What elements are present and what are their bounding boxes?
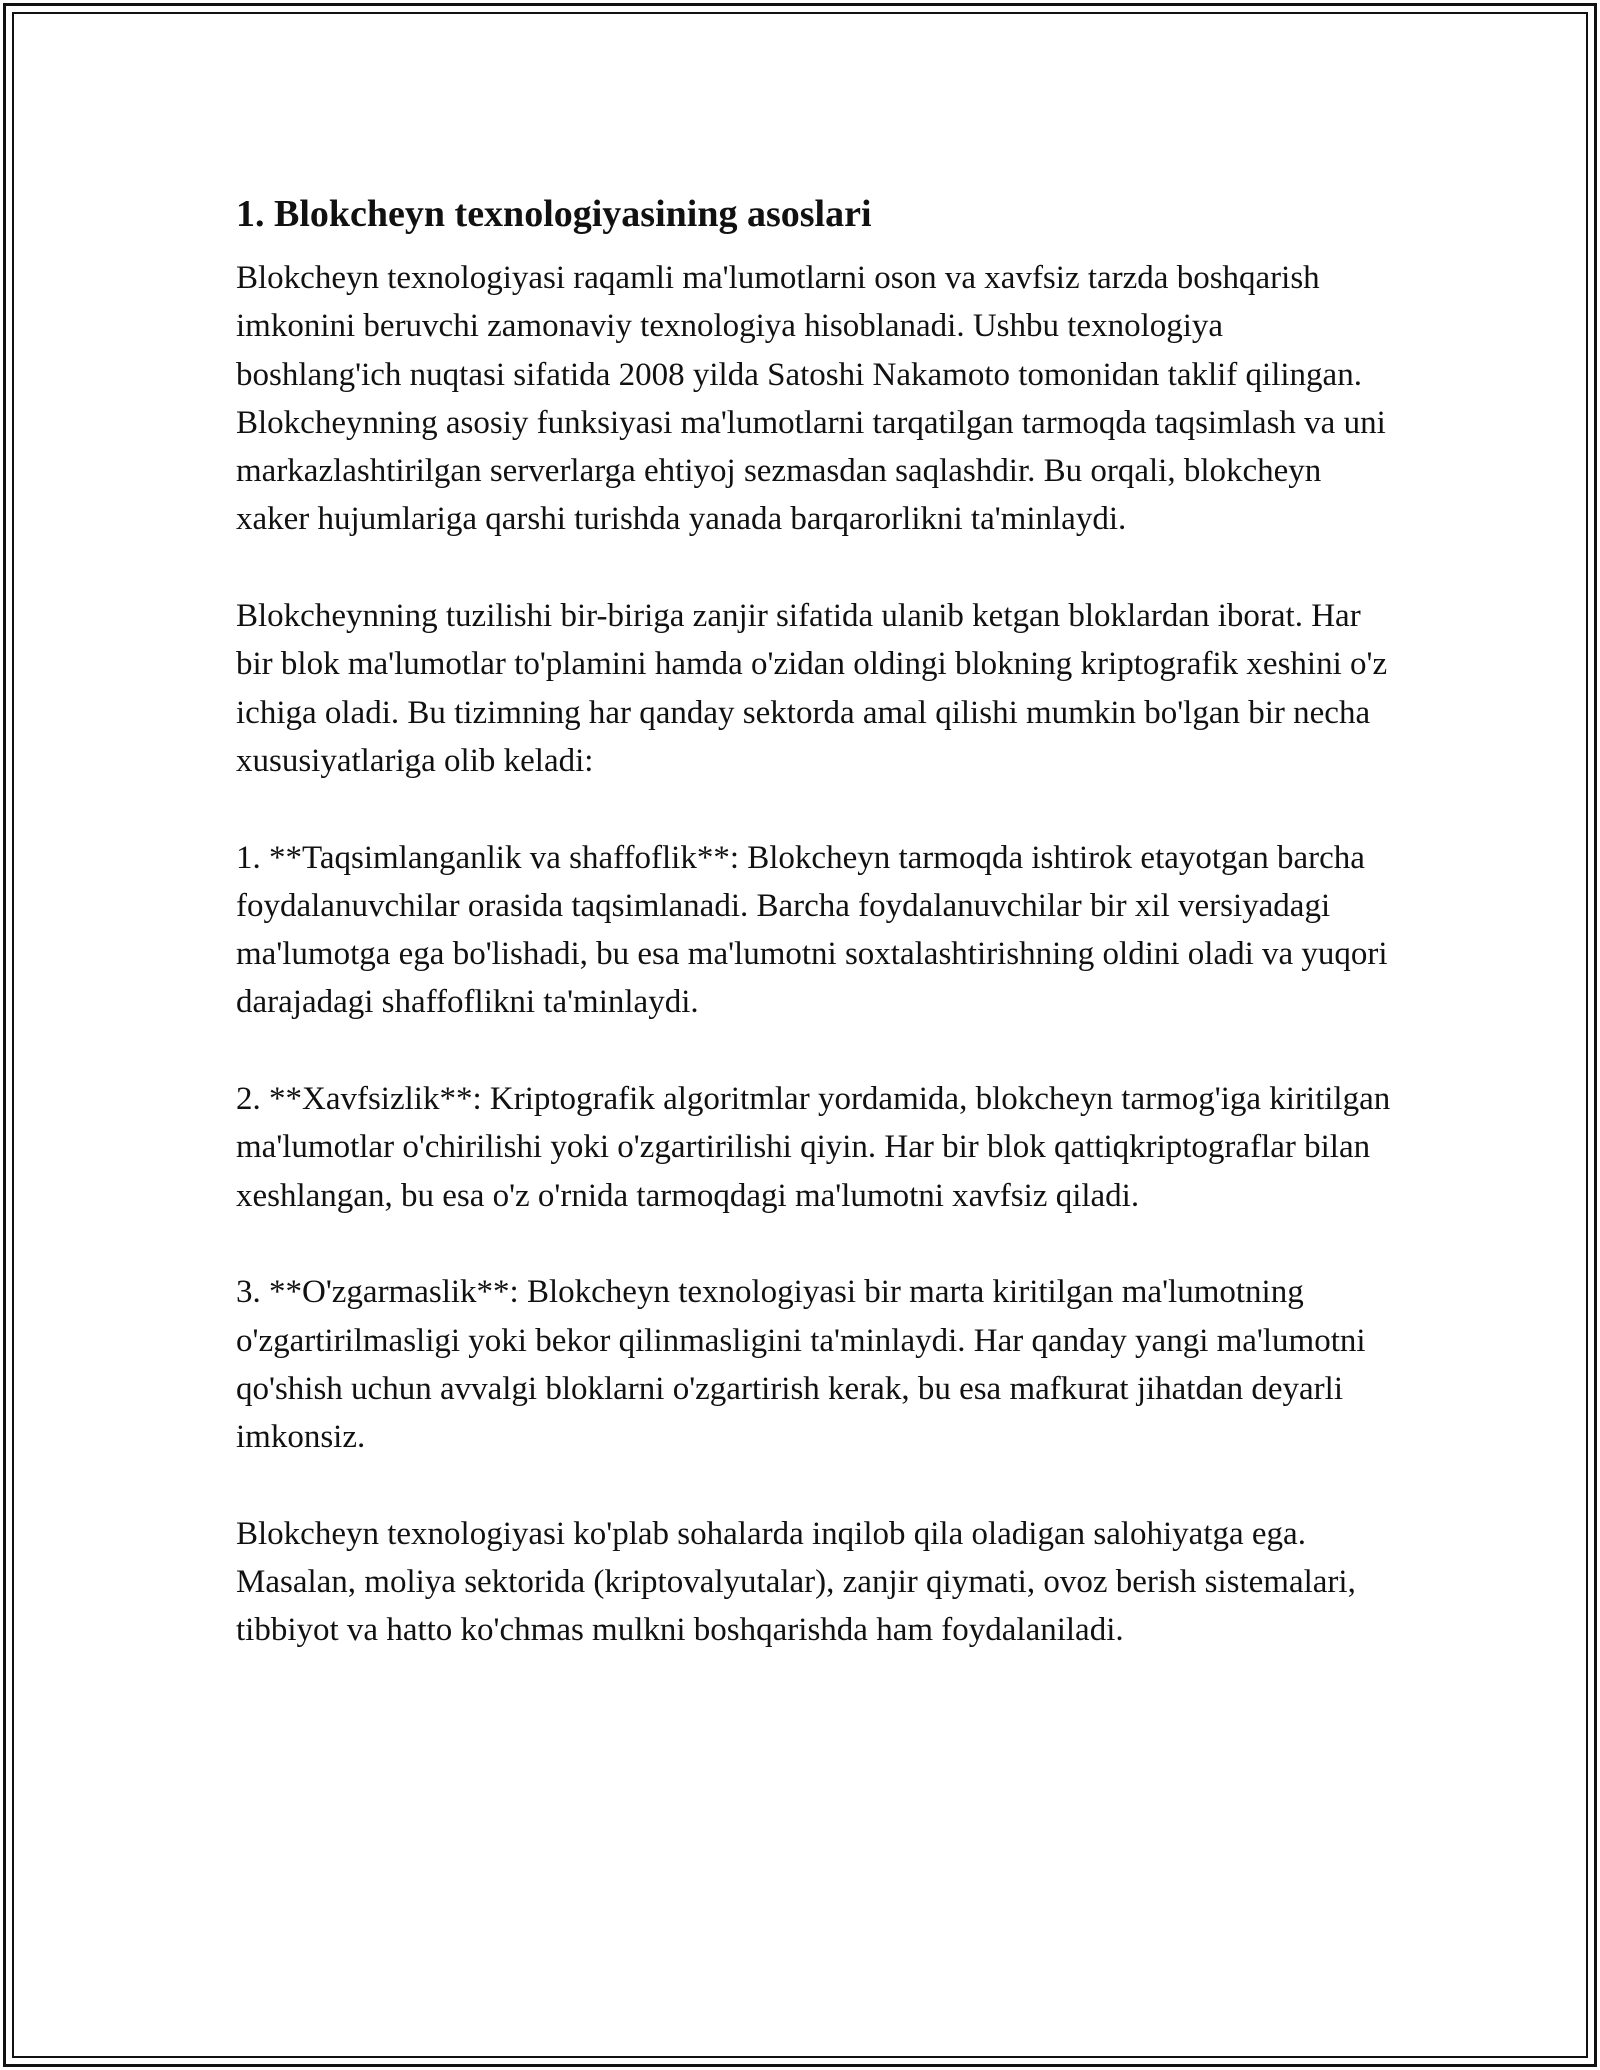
feature-security-paragraph: 2. **Xavfsizlik**: Kriptografik algoritmlar yordamida, blokcheyn tarmog'iga kiritilgan ma'lumotlar o'chirilishi yoki o'zgartirilishi qiyin. Har bir blok qattiqkriptograflar bilan xeshlangan, bu esa o'z o'rnida tarmoqdagi ma'lumotni xavfsiz qiladi.	[236, 1081, 1391, 1214]
applications-paragraph: Blokcheyn texnologiyasi ko'plab sohalarda inqilob qila oladigan salohiyatga ega. Masalan, moliya sektorida (kriptovalyutalar), zanjir qiymati, ovoz berish sistemalari, tibbiyot va hatto ko'chmas mulkni boshqarishda ham foydalaniladi.	[236, 1515, 1356, 1649]
section-heading: 1. Blokcheyn texnologiyasining asoslari	[236, 193, 872, 235]
feature-distribution-paragraph: 1. **Taqsimlanganlik va shaffoflik**: Blokcheyn tarmoqda ishtirok etayotgan barcha foydalanuvchilar orasida taqsimlanadi. Barcha foydalanuvchilar bir xil versiyadagi ma'lumotga ega bo'lishadi, bu esa ma'lumotni soxtalashtirishning oldini oladi va yuqori darajadagi shaffoflikni ta'minlaydi.	[236, 839, 1388, 1021]
feature-immutability-paragraph: 3. **O'zgarmaslik**: Blokcheyn texnologiyasi bir marta kiritilgan ma'lumotning o'zgartirilmasligi yoki bekor qilinmasligini ta'minlaydi. Har qanday yangi ma'lumotni qo'shish uchun avvalgi bloklarni o'zgartirish kerak, bu esa mafkurat jihatdan deyarli imkonsiz.	[236, 1274, 1366, 1456]
structure-paragraph: Blokcheynning tuzilishi bir-biriga zanjir sifatida ulanib ketgan bloklardan iborat. Har bir blok ma'lumotlar to'plamini hamda o'zidan oldingi blokning kriptografik xeshini o'z ichiga oladi. Bu tizimning har qanday sektorda amal qilishi mumkin bo'lgan bir necha xususiyatlariga olib keladi:	[236, 598, 1388, 779]
document-body	[236, 186, 1396, 1655]
intro-paragraph: Blokcheyn texnologiyasi raqamli ma'lumotlarni oson va xavfsiz tarzda boshqarish imkonini beruvchi zamonaviy texnologiya hisoblanadi. Ushbu texnologiya boshlang'ich nuqtasi sifatida 2008 yilda Satoshi Nakamoto tomonidan taklif qilingan. Blokcheynning asosiy funksiyasi ma'lumotlarni tarqatilgan tarmoqda taqsimlash va uni markazlashtirilgan serverlarga ehtiyoj sezmasdan saqlashdir. Bu orqali, blokcheyn xaker hujumlariga qarshi turishda yanada barqarorlikni ta'minlaydi.	[236, 260, 1386, 538]
